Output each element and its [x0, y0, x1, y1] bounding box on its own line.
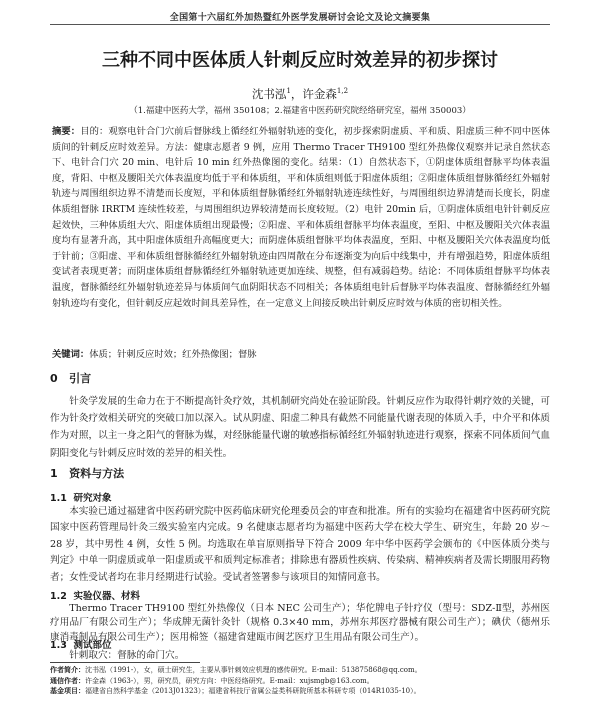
section-title: 引言 — [69, 372, 92, 385]
section-heading — [50, 370, 91, 386]
keywords — [52, 346, 550, 360]
author-affiliation-mark: 1,2 — [336, 87, 349, 96]
running-header: 全国第十六届红外加热暨红外医学发展研讨会论文及论文摘要集 — [169, 13, 431, 23]
footnote-rule — [50, 662, 200, 663]
footnote-text: 沈书泓（1991-），女，硕士研究生，主要从事针刺效应机理的感传研究。E-mail：513875868@qq.com。 — [85, 666, 422, 674]
intro-paragraph: 针灸学发展的生命力在于不断提高针灸疗效，其机制研究尚处在验证阶段。针刺反应作为取得针刺疗效的关键，可作为针灸疗效相关研究的突破口加以深入。试从阴虚、阳虚二种具有截然不同能量代谢表现的体质入手，中介平和体质作为对照，以主一身之阳气的督脉为媒，对经脉能量代谢的敏感指标循经红外辐射轨迹进行观察，探索不同体质间气血阴阳变化与针刺反应时效的差异的相关性。 — [50, 396, 550, 459]
header-rule — [50, 24, 550, 25]
footnote-label: 作者简介： — [50, 666, 85, 674]
paper-title: 三种不同中医体质人针刺反应时效差异的初步探讨 — [102, 50, 498, 71]
abstract-label: 摘要： — [52, 126, 81, 137]
subjects-paragraph: 本实验已通过福建省中医药研究院中医药临床研究伦理委员会的审查和批准。所有的实验均在福建省中医药研究院国家中医药管理局针灸三级实验室内完成。9 名健康志愿者均为福建中医药大学在校大学生、研究生，年龄 20 岁～28 岁，其中男性 4 例，女性 5 例。均选取在单盲原则指导下符合 2009 年中华中医药学会颁布的《中医体质分类与判定》中单一阴虚质或单一阳虚质或平和质判定标准者；排除患有器质性疾病、传染病、精神疾病者及需长期服用药物者；女性受试者均在非月经期进行试验。受试者签署参与该项目的知情同意书。 — [50, 506, 550, 583]
subsection-heading — [50, 490, 111, 504]
footnote-label: 基金项目： — [50, 687, 85, 696]
keywords-label: 关键词： — [52, 349, 90, 360]
affiliation: （1.福建中医药大学，福州 350108；2.福建省中医药研究院经络研究室，福州 350003） — [129, 106, 471, 116]
subsection-heading — [50, 588, 140, 602]
keywords-text: 体质；针刺反应时效；红外热像图；督脉 — [89, 349, 257, 360]
subsection-title: 测试部位 — [73, 640, 112, 651]
footnotes — [50, 665, 550, 697]
test-site-paragraph: 针刺取穴：督脉的命门穴。 — [69, 650, 185, 661]
author-name: 许金森 — [302, 87, 337, 101]
instruments-paragraph: Thermo Tracer TH9100 型红外热像仪（日本 NEC 公司生产）；华佗牌电子针疗仪（型号：SDZ-Ⅱ型，苏州医疗用品厂有限公司生产）；华成牌无菌针灸针（规格 0.3×40 mm，苏州东邦医疗器械有限公司生产）；碘伏（德州乐康消毒制品有限公司生产）；医用棉签（福建省建瓯市闽艺医疗卫生用品有限公司生产）。 — [50, 603, 550, 643]
author-affiliation-mark: 1 — [286, 87, 291, 96]
subsection-title: 研究对象 — [73, 493, 112, 504]
section-number: 0 — [50, 372, 58, 385]
section-title: 资料与方法 — [69, 467, 125, 480]
footnote-text: 许金森（1963-），男，研究员，研究方向：中医经络研究。E-mail：xujsmgb@163.com。 — [85, 676, 374, 685]
footnote-funding — [50, 686, 550, 697]
section-number: 1 — [50, 467, 58, 480]
author-separator: ， — [290, 87, 303, 101]
abstract — [52, 124, 550, 311]
subsection-number: 1.2 — [50, 591, 67, 602]
footnote-text: 福建省自然科学基金（2013J01323）；福建省科技厅省属公益类科研院所基本科研专项（014R1035-10）。 — [85, 687, 421, 696]
abstract-text: 目的：观察电针合门穴前后督脉线上循经红外辐射轨迹的变化，初步探索阴虚质、平和质、阳虚质三种不同中医体质间的针刺反应时效差异。方法：健康志愿者 9 例，应用 Thermo Tracer TH9100 型红外热像仪观察并记录自然状态下、电针合门穴 20 min、电针后 10 min 红外热像图的变化。结果：（1）自然状态下，①阴虚体质组督脉平均体表温度，背阳、中枢及腰阳关穴体表温度均低于平和体质组，平和体质组则低于阳虚体质组；②阳虚体质组督脉循经红外辐射轨迹与周围组织边界不清楚而长度短，平和体质组督脉循经红外辐射轨迹连续性好，与周围组织边界清楚而长度长，阴虚体质组督脉 IRRTM 连续性较差，与周围组织边界较清楚而长度较短。（2）电针 20min 后，①阴虚体质组电针针刺反应起效快，三种体质组大穴、阳虚体质组出现最慢；②阳虚、平和体质组督脉平均体表温度，至阳、中枢及腰阳关穴体表温度均有显著升高，其中阳虚体质组升高幅度更大；而阴虚体质组督脉平均体表温度，至阳、中枢及腰阳关穴体表温度均低于针前；③阳虚、平和体质组督脉循经红外辐射轨迹由四周散在分布逐渐变为向后中线集中，并有增强趋势，阳虚体质组变试者表现更著；而阴虚体质组督脉循经红外辐射轨迹更加连续、规整，但有减弱趋势。结论：不同体质组督脉平均体表温度，督脉循经红外辐射轨迹差异与体质间气血阴阳状态不同相关；各体质组电针后督脉平均体表温度、督脉循经红外辐射轨迹均有变化，但针刺反应起效时间具差异性，在一定意义上间接反映出针刺反应时效与体质的密切相关性。 — [52, 126, 550, 309]
footnote-label: 通信作者： — [50, 676, 85, 685]
footnote-author-bio — [50, 665, 550, 676]
footnote-corresponding-author — [50, 676, 550, 687]
subsection-number: 1.3 — [50, 640, 67, 651]
subsection-number: 1.1 — [50, 493, 67, 504]
subsection-title: 实验仪器、材料 — [73, 591, 140, 602]
section-heading — [50, 465, 124, 481]
author-name: 沈书泓 — [251, 87, 287, 101]
author-line — [40, 86, 560, 102]
